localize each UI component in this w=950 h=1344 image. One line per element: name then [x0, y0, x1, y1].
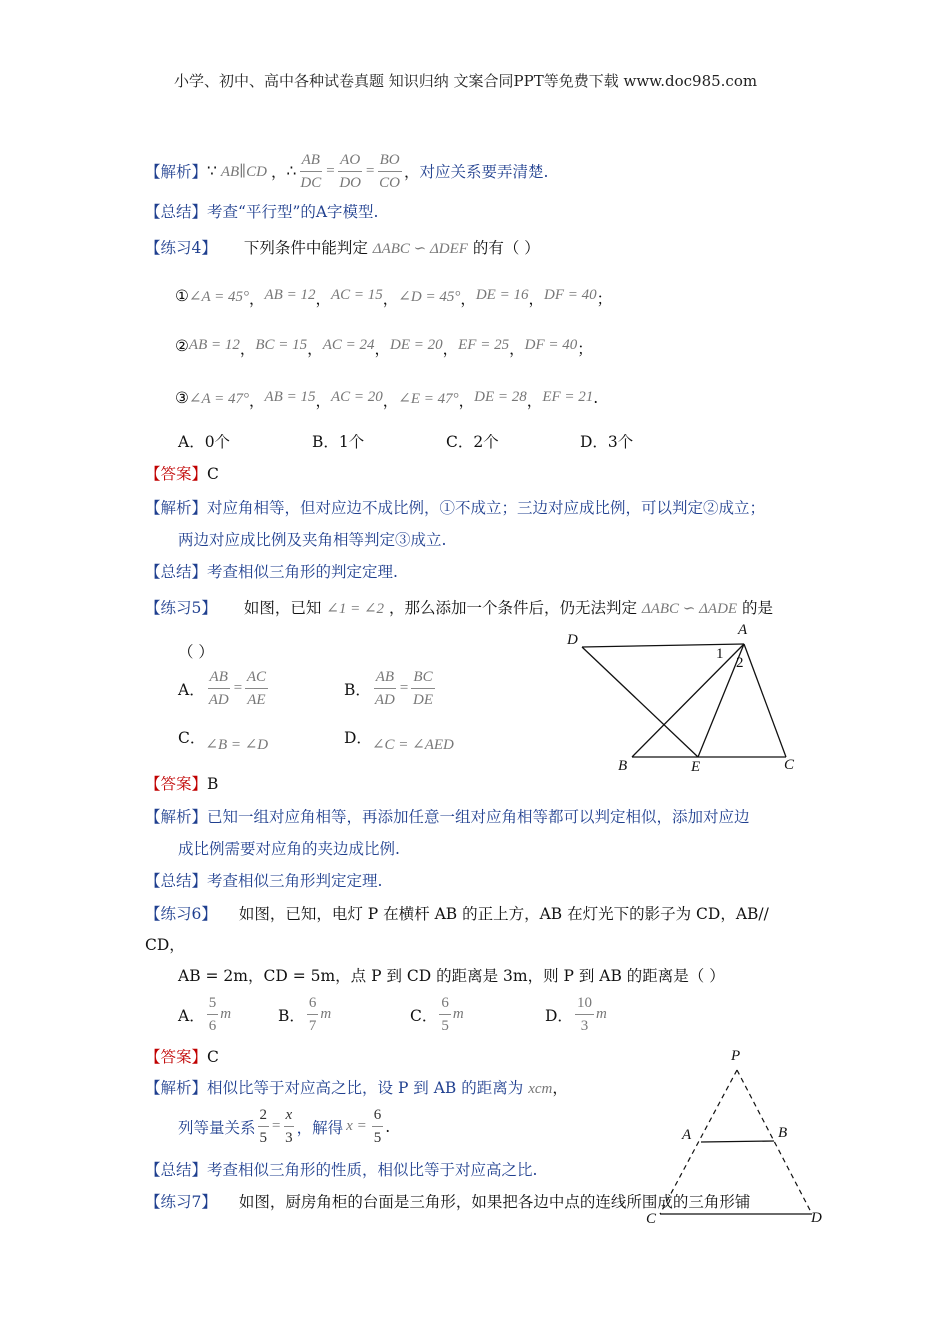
label-d: D — [811, 1210, 822, 1226]
label-a: A — [682, 1127, 692, 1143]
ex4-analysis: 【解析】对应角相等，但对应边不成比例，①不成立；三边对应成比例，可以判定②成立； — [145, 499, 766, 517]
exercise-6-stem: 【练习6】 如图，已知，电灯 P 在横杆 AB 的正上方，AB 在灯光下的影子为 CD，AB// — [145, 905, 769, 923]
line-ab — [632, 644, 744, 757]
analysis-text: 对应关系要弄清楚. — [419, 163, 549, 181]
ex6-analysis-line2: 列等量关系 $\frac{2}{5}$ = $\frac{x}{3}$ ，解得 x = $\frac{6}{5}$ . — [178, 1104, 390, 1149]
ex5-summary: 【总结】考查相似三角形判定定理. — [145, 872, 383, 890]
ex6-analysis: 【解析】相似比等于对应高之比，设 P 到 AB 的距离为 xcm， — [145, 1079, 568, 1097]
label-e: E — [691, 759, 701, 775]
label-b: B — [778, 1125, 788, 1141]
ex5-option-c: C．∠B = ∠D — [178, 729, 269, 753]
ex5-analysis: 【解析】已知一组对应角相等，再添加任意一组对应角相等都可以判定相似，添加对应边 — [145, 808, 750, 826]
ex6-option-d: D． $\frac{10}{3}$ m — [545, 992, 607, 1037]
fraction-ao-do: $\frac{AO}{DO}$ — [337, 149, 363, 194]
label-angle-2: 2 — [736, 655, 744, 671]
label-c: C — [646, 1211, 657, 1227]
similar-relation: ΔABC ∽ ΔDEF — [372, 241, 468, 257]
ex5-option-d: D．∠C = ∠AED — [344, 729, 454, 753]
parallel-expr: AB∥CD — [220, 163, 267, 180]
exercise-label: 【练习4】 — [145, 239, 217, 257]
line-ac — [744, 644, 786, 757]
ex5-option-b: B． $\frac{AB}{AD}$ = $\frac{BC}{DE}$ — [344, 666, 437, 711]
ex4-option-a: A．0个 — [178, 433, 231, 451]
line-de — [582, 647, 698, 757]
ex4-summary: 【总结】考查相似三角形的判定定理. — [145, 563, 398, 581]
ex4-option-c: C．2个 — [446, 433, 499, 451]
label-p: P — [731, 1048, 741, 1064]
fraction-ab-dc: $\frac{AB}{DC}$ — [298, 149, 323, 194]
condition-2: ② AB = 12 ， BC = 15 ， AC = 24 ， DE = 20 ， EF = 25 ， DF = 40 ； — [175, 337, 593, 358]
ex4-answer: 【答案】C — [145, 465, 219, 483]
ex4-option-b: B．1个 — [312, 433, 365, 451]
ex5-answer: 【答案】B — [145, 775, 219, 793]
analysis-tag: 【解析】 — [145, 163, 208, 181]
ex6-answer: 【答案】C — [145, 1048, 219, 1066]
label-d: D — [567, 632, 578, 648]
line-ab — [701, 1141, 774, 1142]
ex6-option-a: A． $\frac{5}{6}$ m — [178, 992, 231, 1037]
label-b: B — [618, 758, 628, 774]
label-c: C — [784, 757, 795, 773]
ex5-triangle-figure — [560, 618, 810, 778]
exercise-7-stem: 【练习7】 如图，厨房角柜的台面是三角形，如果把各边中点的连线所围成的三角形铺 — [145, 1193, 751, 1211]
ex4-analysis-line2: 两边对应成比例及夹角相等判定③成立. — [178, 531, 447, 549]
summary-1: 【总结】考查“平行型”的A字模型. — [145, 203, 379, 221]
condition-1: ① ∠A = 45° ， AB = 12 ， AC = 15 ， ∠D = 45° ， DE = 16 ， DF = 40 ； — [175, 287, 613, 308]
because-symbol: ∵ — [207, 162, 217, 180]
condition-3: ③ ∠A = 47° ， AB = 15 ， AC = 20 ， ∠E = 47° ， DE = 28 ， EF = 21 . — [175, 389, 599, 410]
analysis-block-1: 【解析】 ∵ AB∥CD ， ∴ $\frac{AB}{DC}$ = $\frac{AO}{DO}$ = $\frac{BO}{CO}$ ， 对应关系要弄清楚. — [145, 156, 548, 186]
page-header: 小学、初中、高中各种试卷真题 知识归纳 文案合同PPT等免费下载 www.doc985.com — [174, 72, 758, 90]
exercise-4-stem: 【练习4】 下列条件中能判定 ΔABC ∽ ΔDEF 的有（ ） — [145, 239, 540, 257]
label-a: A — [738, 622, 748, 638]
ex6-option-c: C． $\frac{6}{5}$ m — [410, 992, 464, 1037]
fraction-bo-co: $\frac{BO}{CO}$ — [377, 149, 402, 194]
ex5-paren: （ ） — [178, 643, 214, 661]
ex5-analysis-line2: 成比例需要对应角的夹边成比例. — [178, 840, 400, 858]
ex6-option-b: B． $\frac{6}{7}$ m — [278, 992, 331, 1037]
ex5-option-a: A． $\frac{AB}{AD}$ = $\frac{AC}{AE}$ — [178, 666, 270, 711]
ex4-option-d: D．3个 — [580, 433, 634, 451]
label-angle-1: 1 — [716, 646, 724, 662]
therefore-symbol: ∴ — [286, 162, 297, 180]
exercise-5-stem: 【练习5】 如图，已知 ∠1 = ∠2 ，那么添加一个条件后，仍无法判定 ΔABC ∽ ΔADE 的是 — [145, 599, 774, 617]
ex6-summary: 【总结】考查相似三角形的性质，相似比等于对应高之比. — [145, 1161, 538, 1179]
ex6-line3: AB = 2m，CD = 5m，点 P 到 CD 的距离是 3m，则 P 到 AB 的距离是（ ） — [178, 967, 725, 985]
summary-text: 考查“平行型”的A字模型. — [207, 203, 379, 221]
ex6-line2: CD， — [145, 936, 185, 954]
